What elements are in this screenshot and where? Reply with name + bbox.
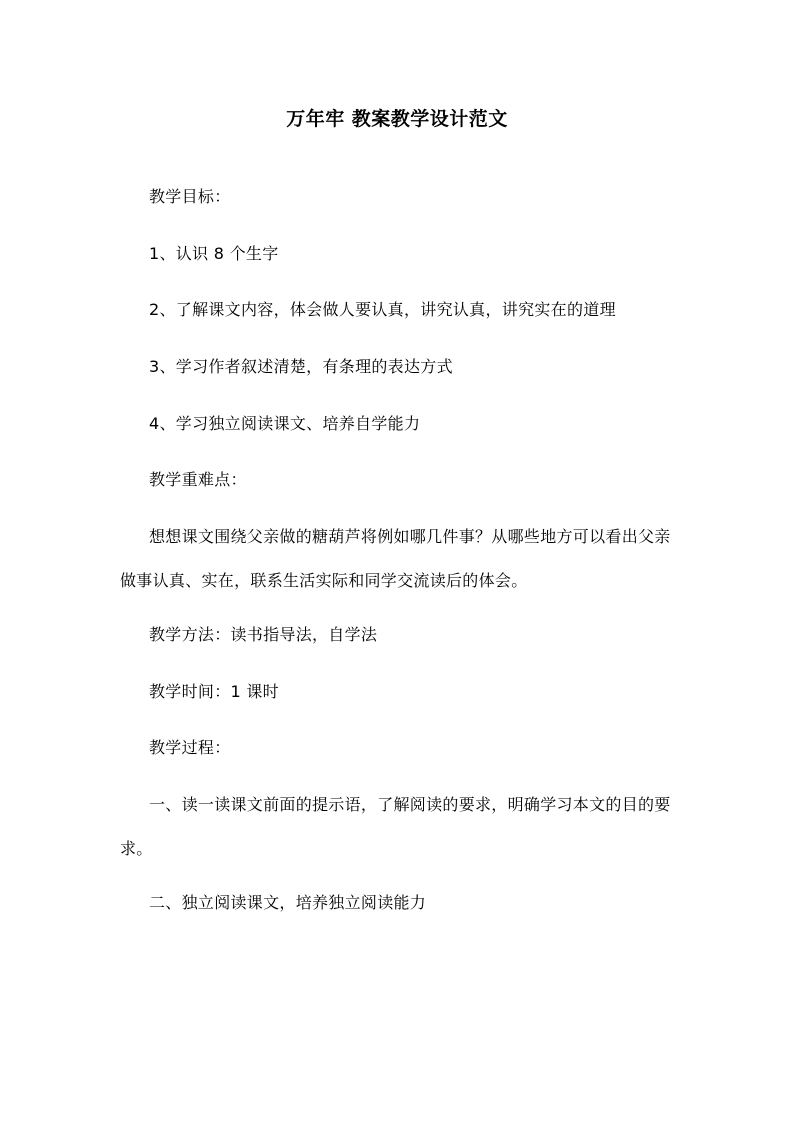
paragraph-goal-2: 2、了解课文内容，体会做人要认真，讲究认真，讲究实在的道理	[149, 300, 616, 319]
paragraph-key-points-heading: 教学重难点：	[149, 470, 247, 489]
paragraph-teaching-method: 教学方法：读书指导法，自学法	[149, 625, 378, 644]
paragraph-teaching-goals-heading: 教学目标：	[149, 187, 231, 206]
document-title: 万年牢 教案教学设计范文	[286, 108, 508, 130]
paragraph-goal-3: 3、学习作者叙述清楚，有条理的表达方式	[149, 357, 453, 376]
paragraph-goal-4: 4、学习独立阅读课文、培养自学能力	[149, 414, 421, 433]
paragraph-step-1: 一、读一读课文前面的提示语，了解阅读的要求，明确学习本文的目的要求。	[120, 795, 671, 858]
paragraph-teaching-time: 教学时间：1 课时	[149, 682, 279, 701]
paragraph-goal-1: 1、认识 8 个生字	[149, 244, 279, 263]
paragraph-key-points-body: 想想课文围绕父亲做的糖葫芦将例如哪几件事？从哪些地方可以看出父亲做事认真、实在，联系生活实际和同学交流读后的体会。	[120, 527, 671, 590]
paragraph-step-2: 二、独立阅读课文，培养独立阅读能力	[149, 893, 427, 912]
paragraph-teaching-process-heading: 教学过程：	[149, 738, 231, 757]
